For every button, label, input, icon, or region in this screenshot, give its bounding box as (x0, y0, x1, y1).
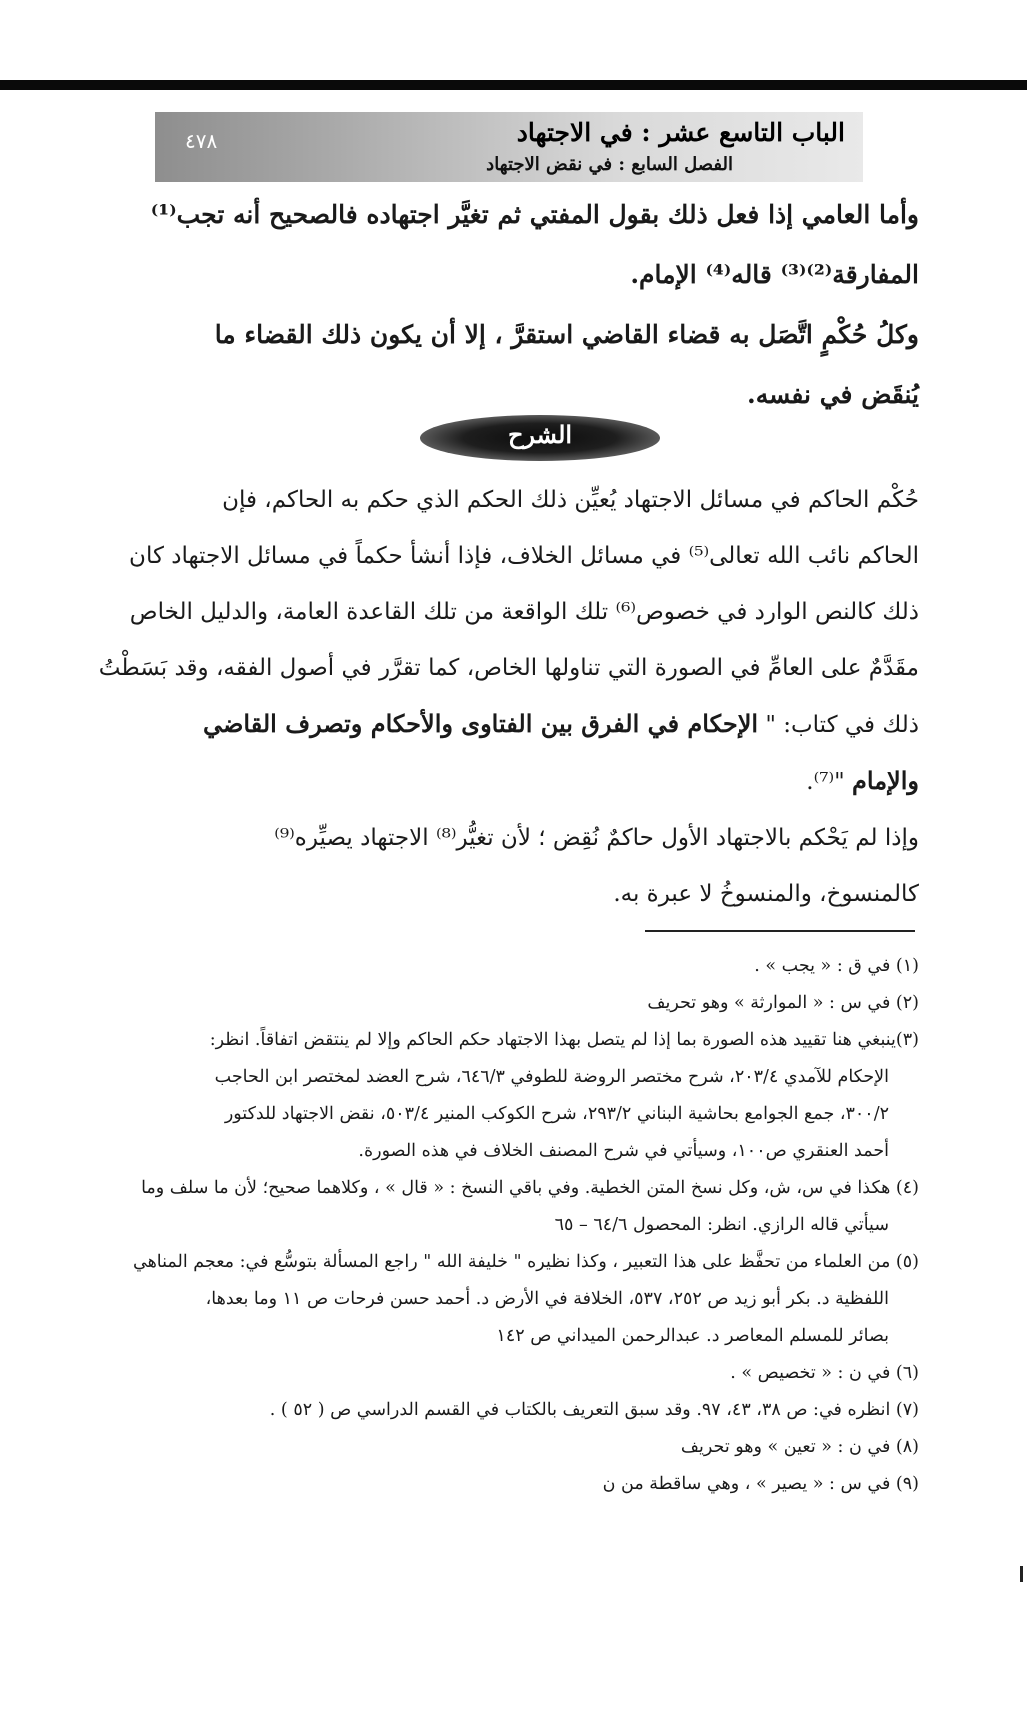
sharh-line-end: "⁽⁷⁾. (806, 769, 853, 795)
matn-line: وأما العامي إذا فعل ذلك بقول المفتي ثم تغيَّر اجتهاده فالصحيح أنه تجب⁽¹⁾ (150, 200, 919, 229)
matn-line: يُنقَض في نفسه. (747, 380, 919, 409)
footnotes (99, 948, 919, 1503)
sharh-line: مقَدَّمٌ على العامِّ في الصورة التي تناولها الخاص، كما تقرَّر في أصول الفقه، وقد بَسَطْتُ (98, 655, 919, 681)
footnote: (٧) انظره في: ص ٣٨، ٤٣، ٩٧. وقد سبق التعريف بالكتاب في القسم الدراسي ص ( ٥٢ ) . (269, 1400, 919, 1420)
footnote-continuation: أحمد العنقري ص١٠٠، وسيأتي في شرح المصنف الخلاف في هذه الصورة. (358, 1141, 889, 1161)
sharh-line: حُكْم الحاكم في مسائل الاجتهاد يُعيِّن ذلك الحكم الذي حكم به الحاكم، فإن (222, 487, 919, 513)
page-number: ٤٧٨ (185, 129, 218, 153)
sharh-text (98, 472, 919, 922)
margin-mark (1020, 1566, 1023, 1582)
footnote-continuation: الإحكام للآمدي ٢٠٣/٤، شرح مختصر الروضة للطوفي ٦٤٦/٣، شرح العضد لمختصر ابن الحاجب (214, 1067, 889, 1087)
footnote-continuation: ٣٠٠/٢، جمع الجوامع بحاشية البناني ٢٩٣/٢، شرح الكوكب المنير ٥٠٣/٤، نقض الاجتهاد للدكتور (224, 1104, 889, 1124)
matn-text (119, 185, 919, 425)
sharh-line (119, 753, 919, 810)
sharh-line: الحاكم نائب الله تعالى⁽⁵⁾ في مسائل الخلاف، فإذا أنشأ حكماً في مسائل الاجتهاد كان (129, 543, 919, 569)
sharh-line (119, 696, 919, 753)
footnote: (٣)ينبغي هنا تقييد هذه الصورة بما إذا لم يتصل بهذا الاجتهاد حكم الحاكم وإلا لم ينتقض اتفاقاً. انظر: (209, 1030, 919, 1050)
footnote: (٨) في ن : « تعين » وهو تحريف (680, 1437, 919, 1457)
footnote: (٥) من العلماء من تحفَّظ على هذا التعبير ، وكذا نظيره " خليفة الله " راجع المسألة بتوسُّع في: معجم المناهي (132, 1252, 919, 1272)
book-title-end: والإمام (852, 766, 919, 795)
footnote: (٢) في س : « الموارثة » وهو تحريف (647, 993, 919, 1013)
page-header (155, 112, 863, 182)
footnote: (٦) في ن : « تخصيص » . (730, 1363, 919, 1383)
sharh-heading-badge (420, 415, 660, 461)
footnote: (٤) هكذا في س، ش، وكل نسخ المتن الخطية. وفي باقي النسخ : « قال » ، وكلاهما صحيح؛ لأن ما سلف وما (141, 1178, 919, 1198)
sharh-line: كالمنسوخ، والمنسوخُ لا عبرة به. (613, 881, 919, 907)
top-border-rule (0, 80, 1027, 90)
footnote: (١) في ق : « يجب » . (754, 956, 919, 976)
sharh-heading: الشرح (507, 420, 573, 449)
sharh-line: ذلك كالنص الوارد في خصوص⁽⁶⁾ تلك الواقعة من تلك القاعدة العامة، والدليل الخاص (129, 599, 919, 625)
book-title: الإحكام في الفرق بين الفتاوى والأحكام وتصرف القاضي (203, 709, 759, 738)
matn-line: المفارقة⁽²⁾⁽³⁾ قاله⁽⁴⁾ الإمام. (630, 260, 919, 289)
footnote-continuation: اللفظية د. بكر أبو زيد ص ٢٥٢، ٥٣٧، الخلافة في الأرض د. أحمد حسن فرحات ص ١١ وما بعدها، (205, 1289, 889, 1309)
footnote-separator (645, 930, 915, 932)
footnote-continuation: بصائر للمسلم المعاصر د. عبدالرحمن الميداني ص ١٤٢ (496, 1326, 889, 1346)
footnote-continuation: سيأتي قاله الرازي. انظر: المحصول ٦٤/٦ – ٦٥ (554, 1215, 889, 1235)
footnote: (٩) في س : « يصير » ، وهي ساقطة من ن (602, 1474, 919, 1494)
sharh-line-start: ذلك في كتاب: " (765, 712, 919, 738)
matn-line: وكلُ حُكْمٍ اتَّصَل به قضاء القاضي استقرَّ ، إلا أن يكون ذلك القضاء ما (214, 320, 919, 349)
section-title: الفصل السابع : في نقض الاجتهاد (486, 154, 733, 175)
chapter-title: الباب التاسع عشر : في الاجتهاد (516, 118, 845, 147)
sharh-line: وإذا لم يَحْكم بالاجتهاد الأول حاكمٌ نُقِض ؛ لأن تغيُّر⁽⁸⁾ الاجتهاد يصيِّره⁽⁹⁾ (274, 825, 919, 851)
